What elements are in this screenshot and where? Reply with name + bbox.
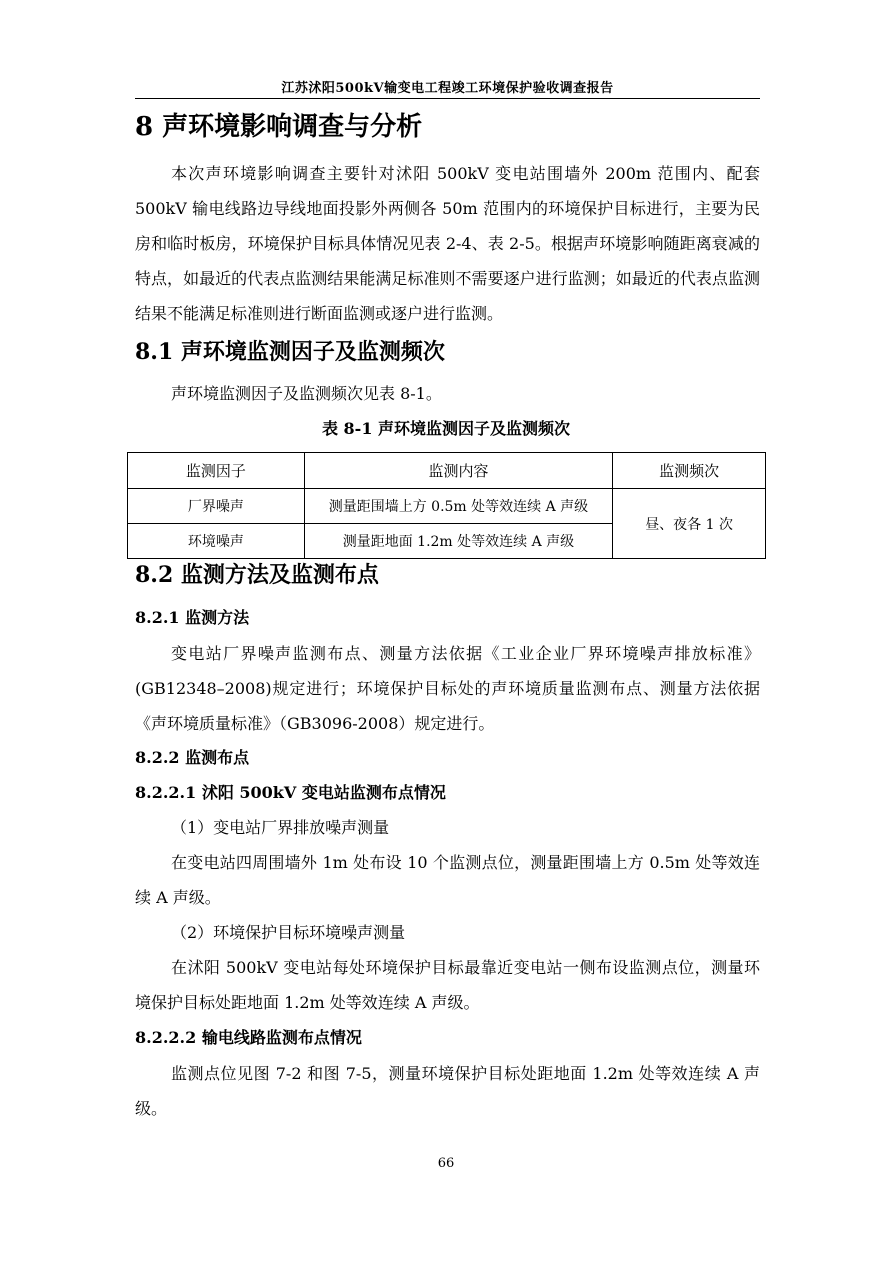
page-number: 66 [437,1156,455,1171]
table-cell-content: 测量距地面 1.2m 处等效连续 A 声级 [304,524,613,559]
section-8-2-1-heading: 8.2.1 监测方法 [135,608,250,627]
table-header-row [128,453,766,489]
table-header-frequency: 监测频次 [613,453,766,489]
table-cell-frequency: 昼、夜各 1 次 [613,489,766,559]
item-2-paragraph: 在沭阳 500kV 变电站每处环境保护目标最靠近变电站一侧布设监测点位，测量环境保护目标处距地面 1.2m 处等效连续 A 声级。 [135,958,760,1012]
table-8-1-caption: 表 8-1 声环境监测因子及监测频次 [321,419,571,438]
item-2-title: （2）环境保护目标环境噪声测量 [171,923,406,942]
table-cell-factor: 厂界噪声 [128,489,305,524]
item-1-title: （1）变电站厂界排放噪声测量 [171,818,390,837]
section-8-intro-paragraph: 本次声环境影响调查主要针对沭阳 500kV 变电站围墙外 200m 范围内、配套 500kV 输电线路边导线地面投影外两侧各 50m 范围内的环境保护目标进行，主要为民房和临时板房，环境保护目标具体情况见表 2-4、表 2-5。根据声环境影响随距离衰减的特点，如最近的代表点监测结果能满足标准则不需要逐户进行监测；如最近的代表点监测结果不能满足标准则进行断面监测或逐户进行监测。 [135,164,760,323]
table-header-content: 监测内容 [304,453,613,489]
header-divider [135,98,760,99]
running-header: 江苏沭阳500kV输变电工程竣工环境保护验收调查报告 [281,81,614,96]
section-8-1-text: 声环境监测因子及监测频次见表 8-1。 [171,384,442,403]
section-8-2-1-paragraph: 变电站厂界噪声监测布点、测量方法依据《工业企业厂界环境噪声排放标准》(GB12348–2008)规定进行；环境保护目标处的声环境质量监测布点、测量方法依据《声环境质量标准》（GB3096-2008）规定进行。 [135,644,760,733]
table-row [128,489,766,524]
section-8-2-2-1-heading: 8.2.2.1 沭阳 500kV 变电站监测布点情况 [135,783,446,802]
section-8-2-2-heading: 8.2.2 监测布点 [135,748,250,767]
table-cell-content: 测量距围墙上方 0.5m 处等效连续 A 声级 [304,489,613,524]
section-8-2-heading: 8.2 监测方法及监测布点 [135,562,379,588]
table-header-factor: 监测因子 [128,453,305,489]
monitoring-factors-table [127,452,766,559]
section-8-heading: 8 声环境影响调查与分析 [135,112,423,142]
table-cell-factor: 环境噪声 [128,524,305,559]
item-1-paragraph: 在变电站四周围墙外 1m 处布设 10 个监测点位，测量距围墙上方 0.5m 处等效连续 A 声级。 [135,853,760,907]
section-8-2-2-2-heading: 8.2.2.2 输电线路监测布点情况 [135,1028,362,1047]
section-8-1-heading: 8.1 声环境监测因子及监测频次 [135,339,445,365]
section-8-2-2-2-paragraph: 监测点位见图 7-2 和图 7-5，测量环境保护目标处距地面 1.2m 处等效连续 A 声级。 [135,1064,760,1118]
